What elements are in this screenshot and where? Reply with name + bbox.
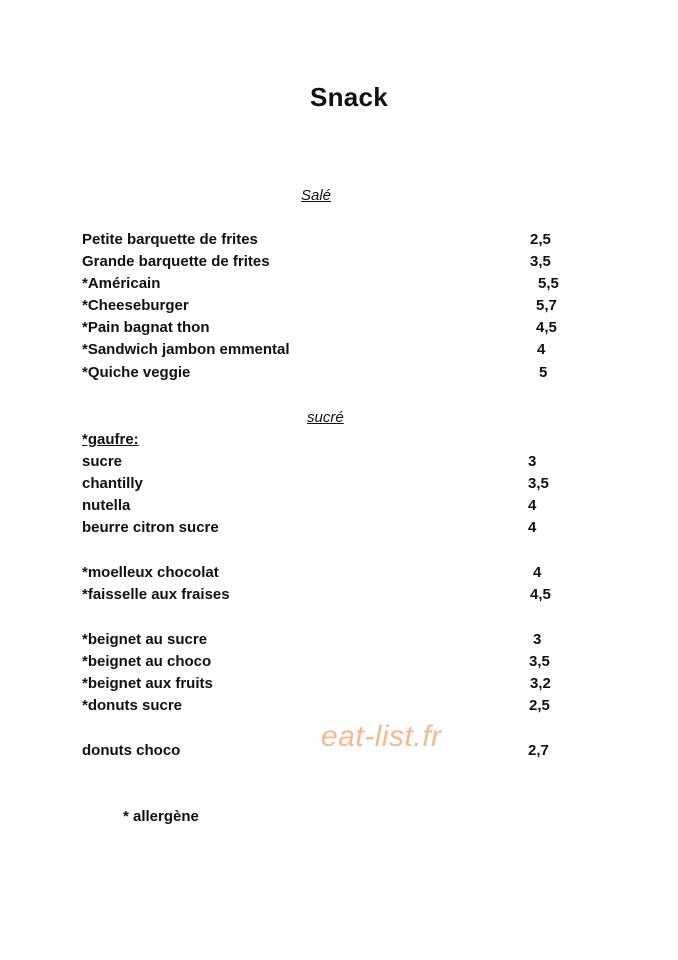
menu-item-price: 5,5 <box>538 275 559 292</box>
menu-item-name: donuts choco <box>82 742 181 759</box>
menu-item-name: *moelleux chocolat <box>82 564 219 581</box>
menu-item-price: 3,5 <box>528 475 549 492</box>
menu-item-name: *beignet aux fruits <box>82 675 213 692</box>
menu-item-price: 4,5 <box>530 586 551 603</box>
menu-item-price: 4 <box>537 341 546 358</box>
menu-item-price: 2,7 <box>528 742 549 759</box>
menu-item-name: *faisselle aux fraises <box>82 586 230 603</box>
menu-item-name: Grande barquette de frites <box>82 253 270 270</box>
menu-item-price: 2,5 <box>530 231 551 248</box>
section-heading-sale: Salé <box>301 187 332 204</box>
menu-item-name: sucre <box>82 453 123 470</box>
menu-item-name: nutella <box>82 497 131 514</box>
menu-item-name: *donuts sucre <box>82 697 183 714</box>
menu-item-price: 3 <box>533 631 542 648</box>
menu-item-price: 2,5 <box>529 697 550 714</box>
menu-item-price: 3,5 <box>529 653 550 670</box>
menu-item-price: 4 <box>528 497 537 514</box>
menu-item-price: 4 <box>533 564 542 581</box>
menu-item-name: *Sandwich jambon emmental <box>82 341 290 358</box>
gaufre-heading: *gaufre: <box>82 431 139 448</box>
menu-item-price: 4 <box>528 519 537 536</box>
section-heading-sucre: sucré <box>307 409 344 426</box>
menu-item-name: *beignet au sucre <box>82 631 208 648</box>
menu-item-price: 3 <box>528 453 537 470</box>
menu-item-name: Petite barquette de frites <box>82 231 258 248</box>
menu-item-name: beurre citron sucre <box>82 519 219 536</box>
menu-item-name: *Quiche veggie <box>82 364 191 381</box>
menu-item-price: 5 <box>539 364 548 381</box>
menu-item-name: *Pain bagnat thon <box>82 319 210 336</box>
allergen-footnote: * allergène <box>123 808 199 825</box>
menu-item-name: *beignet au choco <box>82 653 212 670</box>
menu-item-name: *Cheeseburger <box>82 297 189 314</box>
menu-item-price: 5,7 <box>536 297 557 314</box>
menu-item-name: *Américain <box>82 275 161 292</box>
page-title: Snack <box>309 82 389 112</box>
menu-item-name: chantilly <box>82 475 143 492</box>
menu-item-price: 3,5 <box>530 253 551 270</box>
menu-item-price: 4,5 <box>536 319 557 336</box>
watermark: eat-list.fr <box>321 720 442 753</box>
menu-item-price: 3,2 <box>530 675 551 692</box>
